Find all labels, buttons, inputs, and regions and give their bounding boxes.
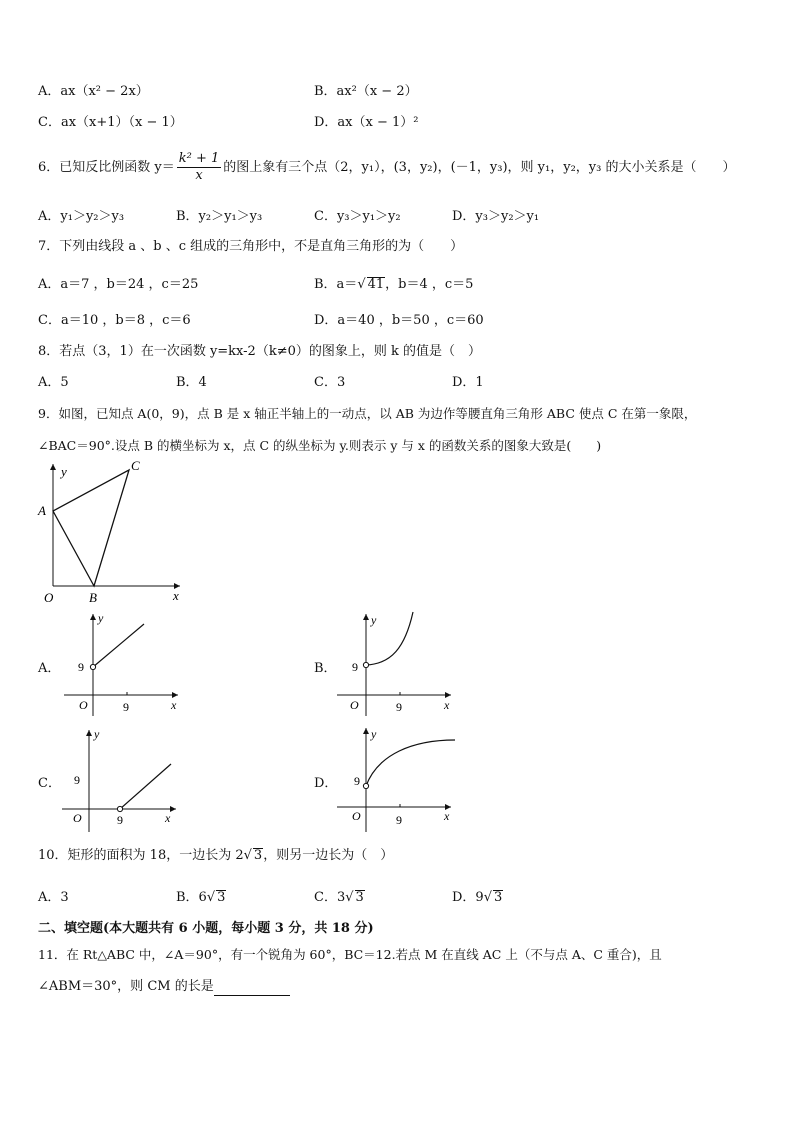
q6-option-d: D．y₃＞y₂＞y₁ bbox=[452, 209, 540, 224]
q8-option-a: A．5 bbox=[38, 375, 69, 390]
svg-text:9: 9 bbox=[354, 774, 360, 788]
svg-text:y: y bbox=[98, 611, 104, 625]
svg-text:y: y bbox=[94, 727, 100, 741]
q11-line1: 11．在 Rt△ABC 中，∠A＝90°，有一个锐角为 60°，BC＝12.若点 M 在直线 AC 上（不与点 A、C 重合)，且 bbox=[38, 947, 662, 962]
q8-option-c: C．3 bbox=[314, 375, 346, 390]
q5-option-b: B．ax²（x − 2） bbox=[314, 84, 418, 99]
q6-option-b: B．y₂＞y₁＞y₃ bbox=[176, 209, 263, 224]
svg-text:9: 9 bbox=[352, 660, 358, 674]
q6-fraction-denominator: x bbox=[195, 168, 203, 183]
q5-option-a: A．ax（x² − 2x） bbox=[38, 84, 149, 99]
q9-origin-label: O bbox=[44, 590, 54, 605]
q7-option-a: A．a＝7 ，b＝24 ，c＝25 bbox=[38, 277, 199, 292]
svg-text:O: O bbox=[79, 698, 88, 712]
svg-text:9: 9 bbox=[117, 813, 123, 827]
q9-y-label: y bbox=[61, 464, 67, 479]
q5-option-d: D．ax（x − 1）² bbox=[314, 115, 419, 130]
q9-line1: 9．如图，已知点 A(0，9)，点 B 是 x 轴正半轴上的一动点，以 AB 为边作等腰直角三角形 ABC 使点 C 在第一象限， bbox=[38, 406, 697, 421]
q11-line2 bbox=[38, 978, 290, 996]
q10-option-a: A．3 bbox=[38, 890, 69, 905]
svg-text:x: x bbox=[165, 811, 171, 825]
q10-option-d-prefix: D．9 bbox=[452, 890, 484, 905]
svg-text:9: 9 bbox=[123, 700, 129, 714]
svg-text:9: 9 bbox=[78, 660, 84, 674]
q7-option-b-radicand: 41 bbox=[367, 277, 385, 292]
svg-text:y: y bbox=[371, 727, 377, 741]
q9-x-label: x bbox=[173, 588, 179, 603]
q6-option-c: C．y₃＞y₁＞y₂ bbox=[314, 209, 401, 224]
q10-option-c-radicand: 3 bbox=[355, 890, 364, 905]
q6-fraction bbox=[177, 151, 222, 184]
svg-text:9: 9 bbox=[396, 700, 402, 714]
q10-option-b: B．6√ 3 bbox=[176, 890, 226, 905]
q6-stem bbox=[38, 148, 735, 188]
q6-option-a: A．y₁＞y₂＞y₃ bbox=[38, 209, 125, 224]
q8-option-d: D．1 bbox=[452, 375, 484, 390]
q9-a-curve bbox=[93, 624, 144, 667]
svg-text:x: x bbox=[444, 698, 450, 712]
q9-option-c-label: C． bbox=[38, 776, 61, 791]
q10-option-d-radicand: 3 bbox=[494, 890, 503, 905]
q10-option-c: C．3√ 3 bbox=[314, 890, 364, 905]
q10-stem: 10．矩形的面积为 18，一边长为 2√ 3，则另一边长为（ ） bbox=[38, 848, 394, 863]
q9-option-b-label: B． bbox=[314, 661, 337, 676]
svg-text:x: x bbox=[444, 809, 450, 823]
q8-option-b: B．4 bbox=[176, 375, 207, 390]
q9-option-d-label: D． bbox=[314, 776, 338, 791]
svg-text:O: O bbox=[350, 698, 359, 712]
svg-text:O: O bbox=[73, 811, 82, 825]
q6-suffix: 的图上象有三个点（2，y₁），(3，y₂)，(－1，y₃)，则 y₁，y₂，y₃ 的大小关系是（ ） bbox=[223, 160, 736, 175]
q10-prefix: 10．矩形的面积为 18，一边长为 2 bbox=[38, 848, 244, 863]
q7-option-c: C．a＝10 ，b＝8 ，c＝6 bbox=[38, 313, 191, 328]
svg-text:O: O bbox=[352, 809, 361, 823]
q9-point-b-label: B bbox=[89, 590, 97, 605]
q9-option-b-graph bbox=[333, 608, 463, 718]
q8-stem: 8．若点（3，1）在一次函数 y=kx-2（k≠0）的图象上，则 k 的值是（ ） bbox=[38, 344, 482, 359]
q9-point-a-label: A bbox=[38, 503, 46, 518]
q10-radicand: 3 bbox=[253, 848, 263, 863]
q10-option-b-radicand: 3 bbox=[217, 890, 226, 905]
q7-option-b-suffix: ，b＝4 ，c＝5 bbox=[385, 277, 474, 292]
q9-point-c-label: C bbox=[131, 458, 140, 473]
q9-option-c-graph bbox=[58, 724, 188, 834]
q9-option-a-graph bbox=[60, 608, 190, 718]
q7-option-d: D．a＝40 ，b＝50 ，c＝60 bbox=[314, 313, 484, 328]
svg-text:9: 9 bbox=[396, 813, 402, 827]
q9-triangle-abc bbox=[53, 470, 129, 586]
q9-option-a-label: A． bbox=[38, 661, 61, 676]
q10-option-d: D．9√ 3 bbox=[452, 890, 503, 905]
q7-stem: 7．下列由线段 a 、b 、c 组成的三角形中，不是直角三角形的为（ ） bbox=[38, 239, 464, 254]
q6-prefix: 6．已知反比例函数 y＝ bbox=[38, 160, 175, 175]
q11-line2-text: ∠ABM＝30°，则 CM 的长是 bbox=[38, 979, 214, 994]
svg-text:9: 9 bbox=[74, 773, 80, 787]
q10-suffix: ，则另一边长为（ ） bbox=[263, 848, 394, 863]
q9-line2: ∠BAC＝90°.设点 B 的横坐标为 x，点 C 的纵坐标为 y.则表示 y 与 x 的函数关系的图象大致是( ) bbox=[38, 438, 602, 453]
svg-text:y: y bbox=[371, 613, 377, 627]
svg-text:x: x bbox=[171, 698, 177, 712]
q9-c-curve bbox=[120, 764, 171, 809]
q9-d-curve bbox=[366, 740, 455, 786]
q9-triangle-figure bbox=[30, 452, 190, 607]
q6-fraction-numerator: k² + 1 bbox=[178, 151, 220, 166]
q10-option-b-prefix: B．6 bbox=[176, 890, 207, 905]
q7-option-b-prefix: B．a＝ bbox=[314, 277, 358, 292]
q7-option-b: B．a＝√ 41，b＝4 ，c＝5 bbox=[314, 277, 474, 292]
q5-option-c: C．ax（x+1）（x − 1） bbox=[38, 115, 183, 130]
section2-title: 二、填空题(本大题共有 6 小题，每小题 3 分，共 18 分) bbox=[38, 921, 374, 936]
q11-answer-blank[interactable] bbox=[214, 981, 290, 996]
q10-option-c-prefix: C．3 bbox=[314, 890, 346, 905]
q9-option-d-graph bbox=[333, 724, 463, 834]
